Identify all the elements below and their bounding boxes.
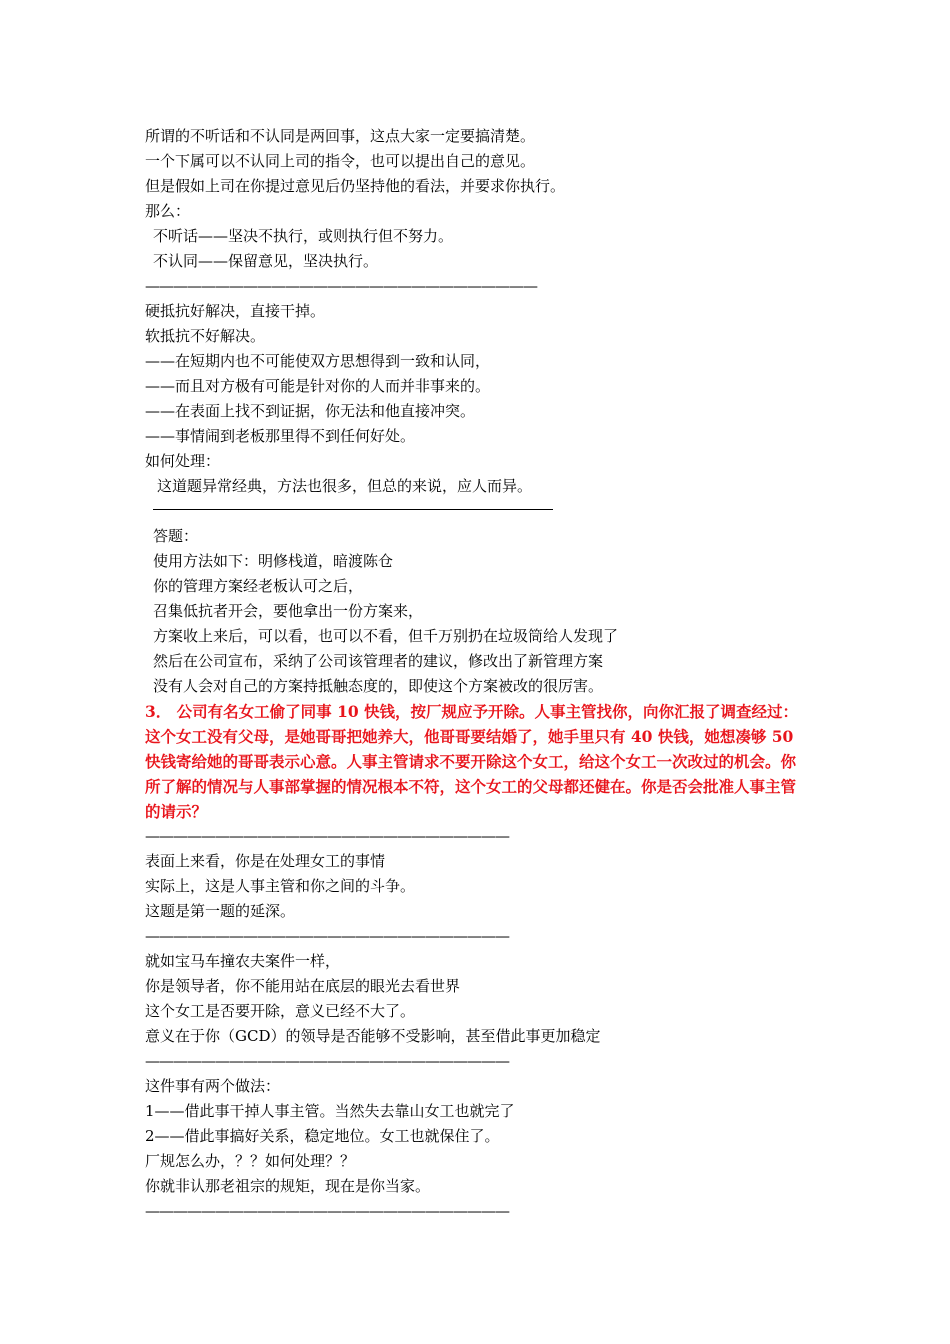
paragraph-line-indented: 这道题异常经典，方法也很多，但总的来说，应人而异。 bbox=[157, 477, 533, 495]
paragraph-line: 一个下属可以不认同上司的指令，也可以提出自己的意见。 bbox=[145, 152, 536, 170]
answer-line: 使用方法如下：明修栈道，暗渡陈仓 bbox=[153, 552, 394, 570]
paragraph-line: ——事情闹到老板那里得不到任何好处。 bbox=[145, 427, 416, 445]
question-3-highlighted: 3． 公司有名女工偷了同事 10 快钱，按厂规应予开除。人事主管找你，向你汇报了调查经过：这个女工没有父母，是她哥哥把她养大，他哥哥要结婚了，她手里只有 40 快钱，她想凑够 50 快钱寄给她的哥哥表示心意。人事主管请求不要开除这个女工，给这个女工一次改过的机会。你所了解的情况与人事部掌握的情况根本不符，这个女工的父母都还健在。你是否会批准人事主管的请示？ bbox=[145, 702, 799, 821]
paragraph-line: 意义在于你（GCD）的领导是否能够不受影响，甚至借此事更加稳定 bbox=[145, 1027, 601, 1045]
dash-divider: —————————————————————————— bbox=[145, 1052, 509, 1070]
paragraph-line: 如何处理： bbox=[145, 452, 221, 470]
dash-divider: ———————————————————————————— bbox=[145, 277, 537, 295]
document-body bbox=[145, 124, 815, 1224]
paragraph-line: 这题是第一题的延深。 bbox=[145, 902, 296, 920]
dash-divider: —————————————————————————— bbox=[145, 827, 509, 845]
answer-line: 没有人会对自己的方案持抵触态度的，即使这个方案被改的很厉害。 bbox=[153, 677, 604, 695]
paragraph-line: 但是假如上司在你提过意见后仍坚持他的看法，并要求你执行。 bbox=[145, 177, 566, 195]
paragraph-line: ——在表面上找不到证据，你无法和他直接冲突。 bbox=[145, 402, 476, 420]
paragraph-line: 这个女工是否要开除，意义已经不大了。 bbox=[145, 1002, 416, 1020]
paragraph-line: 1——借此事干掉人事主管。当然失去靠山女工也就完了 bbox=[145, 1102, 515, 1120]
paragraph-line: 就如宝马车撞农夫案件一样， bbox=[145, 952, 341, 970]
paragraph-line: 那么： bbox=[145, 202, 191, 220]
dash-divider: —————————————————————————— bbox=[145, 927, 509, 945]
paragraph-line: 硬抵抗好解决，直接干掉。 bbox=[145, 302, 326, 320]
paragraph-line: 厂规怎么办，？？如何处理？？ bbox=[145, 1152, 356, 1170]
paragraph-line: 这件事有两个做法： bbox=[145, 1077, 281, 1095]
paragraph-line: 实际上，这是人事主管和你之间的斗争。 bbox=[145, 877, 416, 895]
answer-line: 答题： bbox=[153, 527, 199, 545]
paragraph-line: 你是领导者，你不能用站在底层的眼光去看世界 bbox=[145, 977, 461, 995]
paragraph-line: ——而且对方极有可能是针对你的人而并非事来的。 bbox=[145, 377, 491, 395]
paragraph-line-indented: 不听话——坚决不执行，或则执行但不努力。 bbox=[153, 227, 454, 245]
horizontal-rule bbox=[145, 499, 815, 524]
paragraph-line: 表面上来看，你是在处理女工的事情 bbox=[145, 852, 386, 870]
paragraph-line: 所谓的不听话和不认同是两回事，这点大家一定要搞清楚。 bbox=[145, 127, 536, 145]
paragraph-line: 2——借此事搞好关系，稳定地位。女工也就保住了。 bbox=[145, 1127, 500, 1145]
answer-line: 方案收上来后，可以看，也可以不看，但千万别扔在垃圾筒给人发现了 bbox=[153, 627, 619, 645]
paragraph-line: 软抵抗不好解决。 bbox=[145, 327, 266, 345]
answer-line: 召集低抗者开会，要他拿出一份方案来， bbox=[153, 602, 424, 620]
answer-line: 然后在公司宣布，采纳了公司该管理者的建议，修改出了新管理方案 bbox=[153, 652, 604, 670]
answer-line: 你的管理方案经老板认可之后， bbox=[153, 577, 364, 595]
paragraph-line: ——在短期内也不可能使双方思想得到一致和认同， bbox=[145, 352, 491, 370]
paragraph-line: 你就非认那老祖宗的规矩，现在是你当家。 bbox=[145, 1177, 431, 1195]
paragraph-line-indented: 不认同——保留意见，坚决执行。 bbox=[153, 252, 379, 270]
dash-divider: —————————————————————————— bbox=[145, 1202, 509, 1220]
